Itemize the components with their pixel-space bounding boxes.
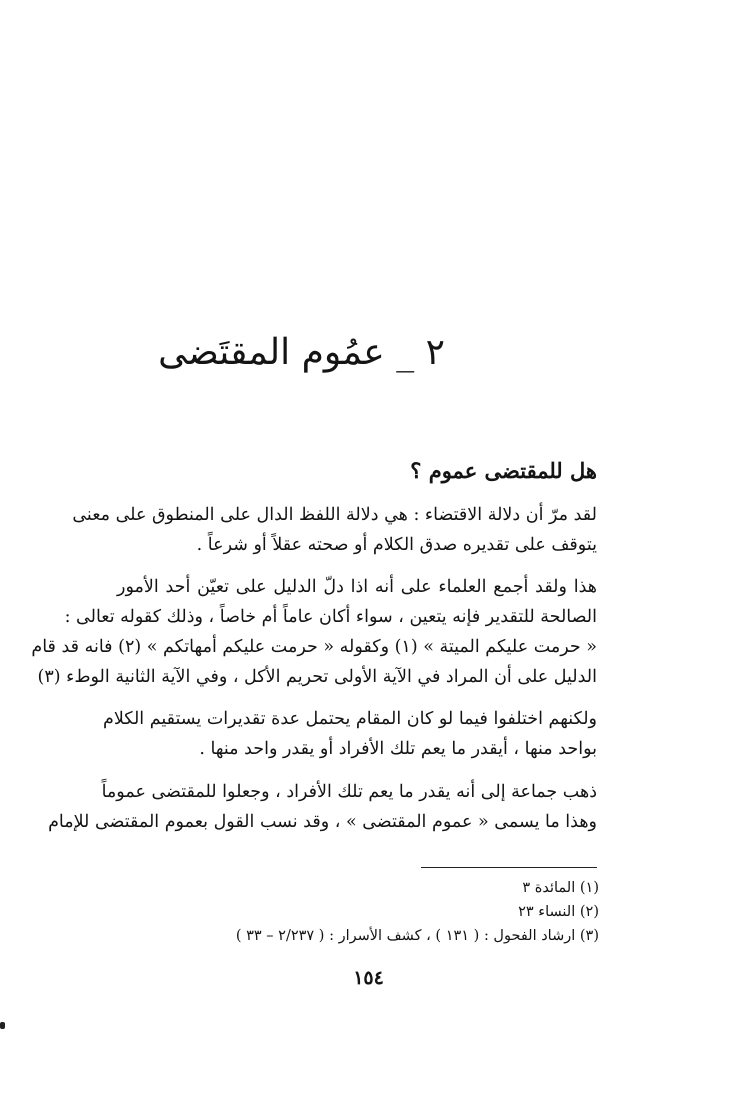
scan-mark	[0, 1022, 5, 1029]
footnote: (٣) ارشاد الفحول : ( ١٣١ ) ، كشف الأسرار : ( ٢/٢٣٧ – ٣٣ )	[235, 928, 599, 944]
paragraph-1	[72, 500, 597, 560]
chapter-title: ٢ _ عمُوم المقتَضى	[158, 332, 445, 373]
paragraph-line: ولكنهم اختلفوا فيما لو كان المقام يحتمل عدة تقديرات يستقيم الكلام	[103, 709, 597, 729]
paragraph-line: يتوقف على تقديره صدق الكلام أو صحته عقلاً أو شرعاً .	[196, 535, 597, 555]
paragraph-4	[48, 777, 597, 837]
page-number-text: ١٥٤	[353, 967, 384, 989]
footnotes	[236, 876, 599, 948]
paragraph-line: ذهب جماعة إلى أنه يقدر ما يعم تلك الأفراد ، وجعلوا للمقتضى عموماً	[101, 782, 597, 802]
paragraph-line: هذا ولقد أجمع العلماء على أنه اذا دلّ الدليل على تعيّن أحد الأمور	[117, 577, 597, 597]
paragraph-line: الصالحة للتقدير فإنه يتعين ، سواء أكان عاماً أم خاصاً ، وذلك كقوله تعالى :	[64, 607, 597, 627]
paragraph-line: وهذا ما يسمى « عموم المقتضى » ، وقد نسب القول بعموم المقتضى للإمام	[48, 812, 597, 832]
section-heading: هل للمقتضى عموم ؟	[410, 458, 597, 483]
footnote: (٢) النساء ٢٣	[518, 904, 599, 920]
paragraph-2	[31, 572, 597, 692]
page-number	[0, 967, 745, 989]
paragraph-line: الدليل على أن المراد في الآية الأولى تحريم الأكل ، وفي الآية الثانية الوطء (٣)	[37, 667, 597, 687]
paragraph-line: لقد مرّ أن دلالة الاقتضاء : هي دلالة اللفظ الدال على المنطوق على معنى	[72, 505, 597, 525]
footnote-divider	[421, 867, 597, 868]
paragraph-3	[103, 704, 597, 764]
paragraph-line: بواحد منها ، أيقدر ما يعم تلك الأفراد أو يقدر واحد منها .	[199, 739, 597, 759]
footnote: (١) المائدة ٣	[522, 880, 599, 896]
paragraph-line: « حرمت عليكم الميتة » (١) وكقوله « حرمت عليكم أمهاتكم » (٢) فانه قد قام	[31, 637, 597, 657]
